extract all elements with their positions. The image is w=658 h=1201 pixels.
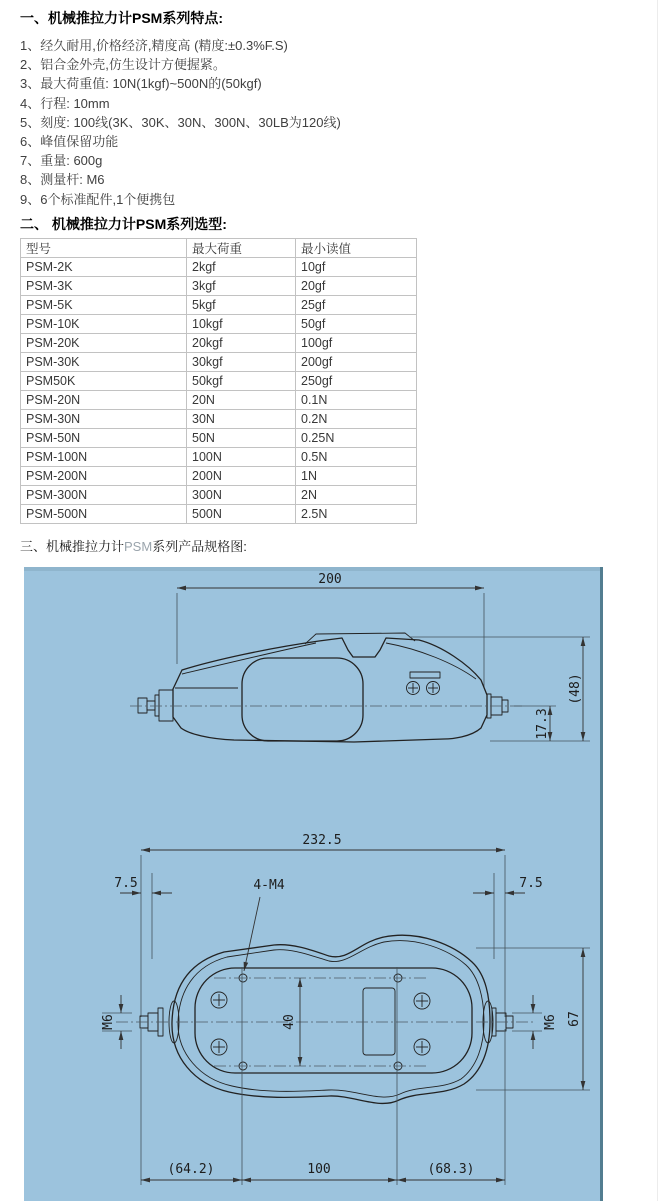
bottom-body-outline — [172, 935, 490, 1103]
spec-table-body — [21, 258, 417, 524]
table-cell: PSM-10K — [21, 315, 187, 334]
table-row — [21, 258, 417, 277]
table-cell: 100N — [187, 448, 296, 467]
table-cell: 20kgf — [187, 334, 296, 353]
feature-item: 7、重量: 600g — [20, 153, 103, 169]
table-row — [21, 296, 417, 315]
feature-item: 5、刻度: 100线(3K、30K、30N、300N、30LB为120线) — [20, 114, 341, 130]
table-cell: 0.5N — [296, 448, 417, 467]
table-cell: 25gf — [296, 296, 417, 315]
table-row — [21, 334, 417, 353]
table-cell: 20gf — [296, 277, 417, 296]
spec-table — [20, 238, 417, 524]
spec-table-header-row — [21, 239, 417, 258]
table-cell: PSM-50N — [21, 429, 187, 448]
column-header: 最小读值 — [296, 239, 417, 258]
side-height-dim-label: (48) — [568, 673, 583, 705]
hole-span-dim-label: 40 — [282, 1014, 297, 1030]
table-cell: PSM-300N — [21, 486, 187, 505]
drawings-heading-psm: PSM — [124, 539, 153, 554]
right-segment-dim-label: (68.3) — [427, 1162, 475, 1177]
spec-drawing-svg — [24, 567, 600, 1201]
feature-list — [20, 36, 341, 209]
table-cell: PSM-30K — [21, 353, 187, 372]
bottom-length-dim-label: 232.5 — [302, 833, 342, 848]
body-width-dim-label: 67 — [567, 1011, 582, 1027]
bottom-right-offset-label: 7.5 — [519, 876, 543, 891]
table-cell: 0.2N — [296, 410, 417, 429]
feature-item: 3、最大荷重值: 10N(1kgf)~500N的(50kgf) — [20, 76, 262, 92]
spec-drawing-panel — [24, 567, 603, 1201]
table-cell: PSM-20K — [21, 334, 187, 353]
table-cell: PSM-2K — [21, 258, 187, 277]
table-cell: 30N — [187, 410, 296, 429]
table-cell: 100gf — [296, 334, 417, 353]
table-cell: 50kgf — [187, 372, 296, 391]
side-grip-panel — [242, 658, 363, 741]
features-heading: 一、机械推拉力计PSM系列特点: — [20, 10, 223, 26]
bottom-face-panel — [195, 968, 472, 1073]
table-cell: 2N — [296, 486, 417, 505]
table-row — [21, 467, 417, 486]
bottom-left-offset-label: 7.5 — [114, 876, 138, 891]
table-cell: 30kgf — [187, 353, 296, 372]
feature-item: 9、6个标准配件,1个便携包 — [20, 191, 176, 207]
drawings-heading-suffix: 系列产品规格图: — [152, 539, 247, 554]
table-row — [21, 429, 417, 448]
table-cell: 50gf — [296, 315, 417, 334]
center-segment-dim-label: 100 — [307, 1162, 331, 1177]
side-left-shaft — [138, 690, 173, 721]
side-axis-dim-label: 17.3 — [535, 708, 550, 740]
table-row — [21, 448, 417, 467]
table-cell: 250gf — [296, 372, 417, 391]
table-cell: 200gf — [296, 353, 417, 372]
table-cell: 10kgf — [187, 315, 296, 334]
table-cell: 0.25N — [296, 429, 417, 448]
mount-holes-label: 4-M4 — [253, 878, 285, 893]
feature-item: 6、峰值保留功能 — [20, 134, 119, 150]
drawings-heading — [20, 536, 247, 555]
table-cell: 50N — [187, 429, 296, 448]
bottom-view — [101, 833, 590, 1185]
label-window — [363, 988, 395, 1055]
table-row — [21, 505, 417, 524]
table-cell: PSM50K — [21, 372, 187, 391]
table-cell: PSM-3K — [21, 277, 187, 296]
table-cell: 2.5N — [296, 505, 417, 524]
column-header: 型号 — [21, 239, 187, 258]
table-cell: PSM-20N — [21, 391, 187, 410]
table-row — [21, 486, 417, 505]
feature-item: 1、经久耐用,价格经济,精度高 (精度:±0.3%F.S) — [20, 38, 288, 53]
right-shaft-thread-label: M6 — [543, 1014, 558, 1030]
table-cell: 200N — [187, 467, 296, 486]
selection-heading: 二、 机械推拉力计PSM系列选型: — [20, 216, 227, 232]
column-header: 最大荷重 — [187, 239, 296, 258]
table-cell: 3kgf — [187, 277, 296, 296]
table-cell: 20N — [187, 391, 296, 410]
table-cell: 0.1N — [296, 391, 417, 410]
table-cell: PSM-5K — [21, 296, 187, 315]
table-cell: PSM-500N — [21, 505, 187, 524]
table-row — [21, 315, 417, 334]
side-view — [130, 572, 590, 742]
table-cell: 1N — [296, 467, 417, 486]
table-cell: 2kgf — [187, 258, 296, 277]
table-row — [21, 277, 417, 296]
table-cell: 300N — [187, 486, 296, 505]
left-segment-dim-label: (64.2) — [167, 1162, 215, 1177]
table-row — [21, 372, 417, 391]
feature-item: 4、行程: 10mm — [20, 95, 110, 111]
drawings-heading-prefix: 三、机械推拉力计 — [20, 539, 125, 554]
feature-item: 8、测量杆: M6 — [20, 172, 105, 188]
side-length-dim-label: 200 — [318, 572, 342, 587]
table-cell: PSM-200N — [21, 467, 187, 486]
side-body-outline — [173, 638, 487, 742]
table-cell: 5kgf — [187, 296, 296, 315]
feature-item: 2、铝合金外壳,仿生设计方便握紧。 — [20, 57, 226, 73]
table-cell: PSM-100N — [21, 448, 187, 467]
side-screw-plate — [410, 672, 440, 678]
table-cell: PSM-30N — [21, 410, 187, 429]
left-shaft-thread-label: M6 — [101, 1014, 116, 1030]
table-cell: 500N — [187, 505, 296, 524]
table-cell: 10gf — [296, 258, 417, 277]
table-row — [21, 391, 417, 410]
table-row — [21, 410, 417, 429]
table-row — [21, 353, 417, 372]
side-screws — [407, 682, 440, 695]
